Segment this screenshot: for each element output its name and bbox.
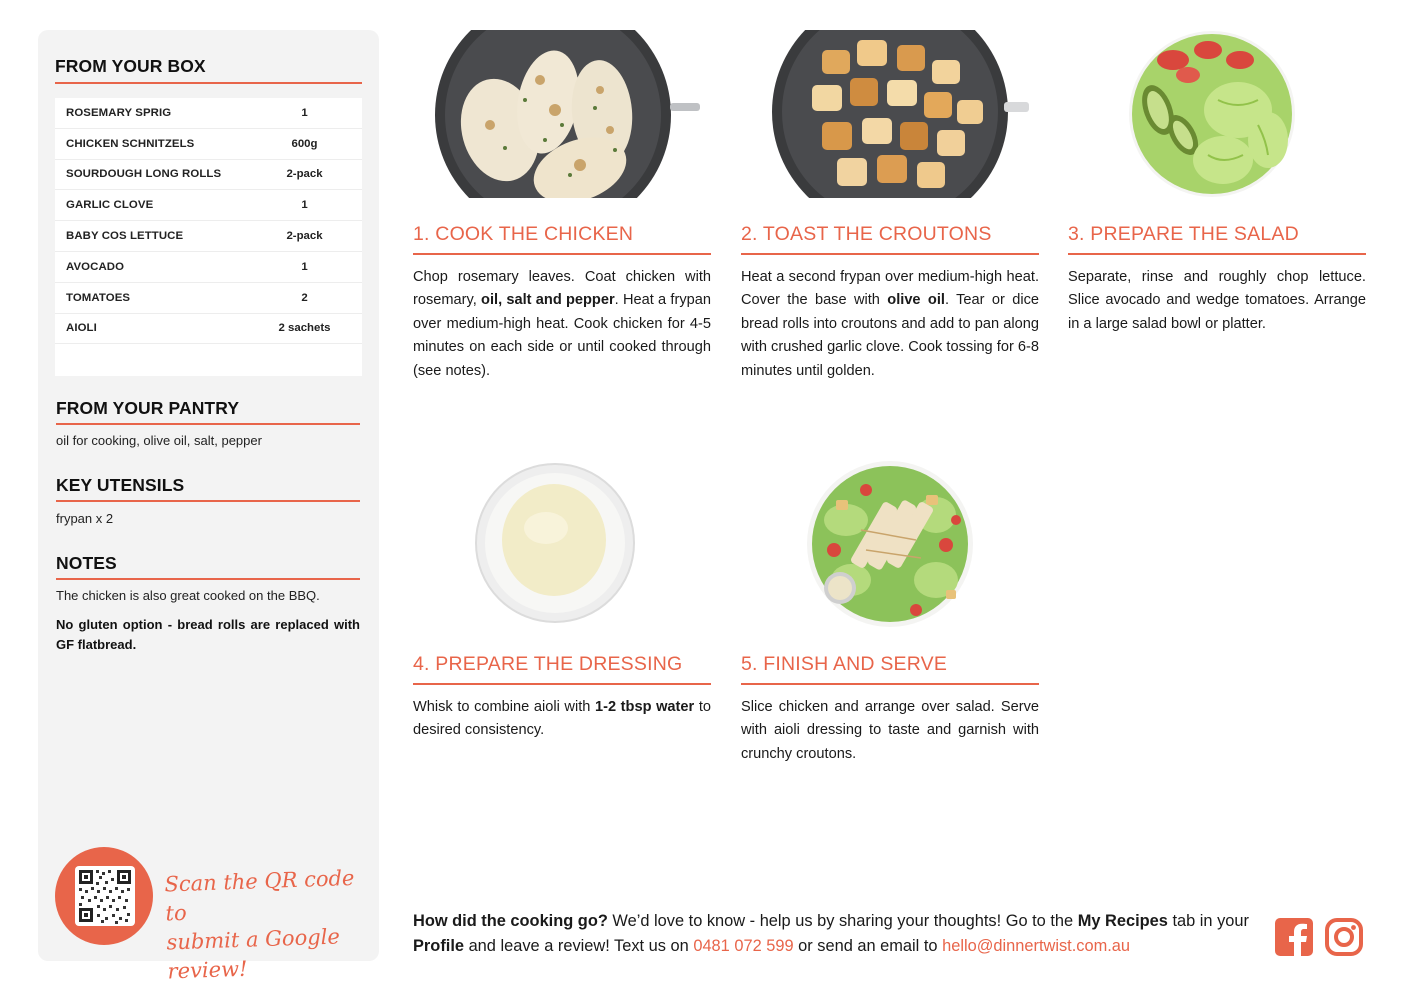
notes-text: The chicken is also great cooked on the BBQ. [56, 588, 320, 603]
ingredient-qty: 1 [301, 199, 308, 212]
footer-text-2: tab in your [1167, 912, 1249, 930]
step-3-body [1068, 266, 1366, 336]
table-row [55, 160, 362, 191]
from-box-table [55, 98, 362, 376]
ingredient-name: CHICKEN SCHNITZELS [66, 137, 195, 150]
ingredient-name: GARLIC CLOVE [66, 199, 154, 212]
salad-bowl-image [1128, 30, 1296, 198]
step-3-title: 3. PREPARE THE SALAD [1068, 223, 1299, 245]
step-5-text: Slice chicken and arrange over salad. Serve with aioli dressing to taste and garnish with crunchy croutons. [741, 699, 1039, 762]
notes-rule [56, 578, 360, 580]
step-2-text-a: Heat a second frypan over medium-high heat. Cover the base with [741, 269, 1039, 309]
ingredient-qty: 2 sachets [278, 322, 331, 335]
table-row [55, 283, 362, 314]
ingredient-qty: 1 [301, 106, 308, 119]
table-row [55, 221, 362, 252]
chicken-pan-image [430, 30, 705, 198]
pantry-rule [56, 423, 360, 425]
instagram-icon[interactable] [1325, 918, 1363, 956]
step-5-body [741, 696, 1039, 766]
ingredient-qty: 600g [291, 137, 318, 150]
step-5-rule [741, 683, 1039, 685]
step-2-text-bold: olive oil [887, 292, 945, 309]
ingredient-name: SOURDOUGH LONG ROLLS [66, 168, 222, 181]
ingredients-sidebar [38, 30, 379, 984]
step-4-title: 4. PREPARE THE DRESSING [413, 653, 683, 675]
notes-gluten-text: No gluten option - bread rolls are replaced with GF flatbread. [56, 617, 360, 652]
utensils-title: KEY UTENSILS [56, 475, 185, 495]
qr-badge[interactable] [55, 847, 153, 945]
dressing-bowl-image [474, 462, 636, 624]
step-1-text-bold: oil, salt and pepper [481, 292, 615, 309]
pantry-text: oil for cooking, olive oil, salt, pepper [56, 433, 262, 448]
step-3-rule [1068, 253, 1366, 255]
qr-cta-line2: submit a Google review! [166, 924, 341, 984]
step-1-title: 1. COOK THE CHICKEN [413, 223, 634, 245]
utensils-rule [56, 500, 360, 502]
step-2-title: 2. TOAST THE CROUTONS [741, 223, 992, 245]
footer-question: How did the cooking go? [413, 912, 608, 930]
table-row [55, 190, 362, 221]
email-link[interactable]: hello@dinnertwist.com.au [942, 937, 1131, 955]
step-1-rule [413, 253, 711, 255]
from-box-rule [55, 82, 362, 84]
ingredient-name: ROSEMARY SPRIG [66, 106, 172, 119]
ingredient-name: TOMATOES [66, 291, 131, 304]
qr-call-to-action [164, 864, 368, 987]
facebook-icon[interactable] [1275, 918, 1313, 956]
step-3-text: Separate, rinse and roughly chop lettuce. Slice avocado and wedge tomatoes. Arrange in a large salad bowl or platter. [1068, 269, 1366, 332]
step-4-text-b: to desired consistency. [413, 699, 711, 739]
table-row [55, 129, 362, 160]
utensils-text: frypan x 2 [56, 511, 114, 526]
step-2-body [741, 266, 1039, 383]
footer-text-1: We’d love to know - help us by sharing your thoughts! Go to the [607, 912, 1078, 930]
step-4-text-a: Whisk to combine aioli with [413, 699, 595, 715]
ingredient-name: AIOLI [66, 322, 97, 335]
croutons-pan-image [772, 30, 1030, 198]
profile-label: Profile [413, 937, 465, 955]
finished-salad-image [806, 460, 974, 628]
qr-code-icon[interactable] [75, 866, 135, 926]
qr-cta-line1: Scan the QR code to [164, 865, 355, 926]
footer-text-3: and leave a review! Text us on [464, 937, 694, 955]
step-4-text-bold: 1-2 tbsp water [594, 699, 695, 715]
pantry-title: FROM YOUR PANTRY [56, 398, 240, 418]
step-1-text-b: . Heat a frypan over medium-high heat. Cook chicken for 4-5 minutes on each side or until cooked through (see notes). [413, 292, 711, 379]
phone-link[interactable]: 0481 072 599 [693, 937, 794, 955]
step-1-body [413, 266, 711, 383]
table-row [55, 98, 362, 129]
step-5-title: 5. FINISH AND SERVE [741, 653, 948, 675]
footer-text-4: or send an email to [793, 937, 943, 955]
from-box-title: FROM YOUR BOX [55, 56, 206, 76]
ingredient-qty: 1 [301, 260, 308, 273]
step-1-text-a: Chop rosemary leaves. Coat chicken with rosemary, [413, 269, 711, 309]
step-4-rule [413, 683, 711, 685]
step-2-rule [741, 253, 1039, 255]
table-row [55, 252, 362, 283]
feedback-footer [413, 909, 1263, 959]
notes-title: NOTES [56, 553, 117, 573]
step-2-text-b: . Tear or dice bread rolls into croutons and add to pan along with crushed garlic clove. Cook tossing for 6-8 minutes until golden. [741, 292, 1039, 379]
step-4-body [413, 696, 711, 743]
ingredient-name: AVOCADO [66, 260, 125, 273]
ingredient-qty: 2 [301, 291, 308, 304]
ingredient-qty: 2-pack [286, 230, 323, 243]
table-row [55, 314, 362, 345]
ingredient-qty: 2-pack [286, 168, 323, 181]
my-recipes-label: My Recipes [1077, 912, 1168, 930]
ingredient-name: BABY COS LETTUCE [66, 230, 184, 243]
